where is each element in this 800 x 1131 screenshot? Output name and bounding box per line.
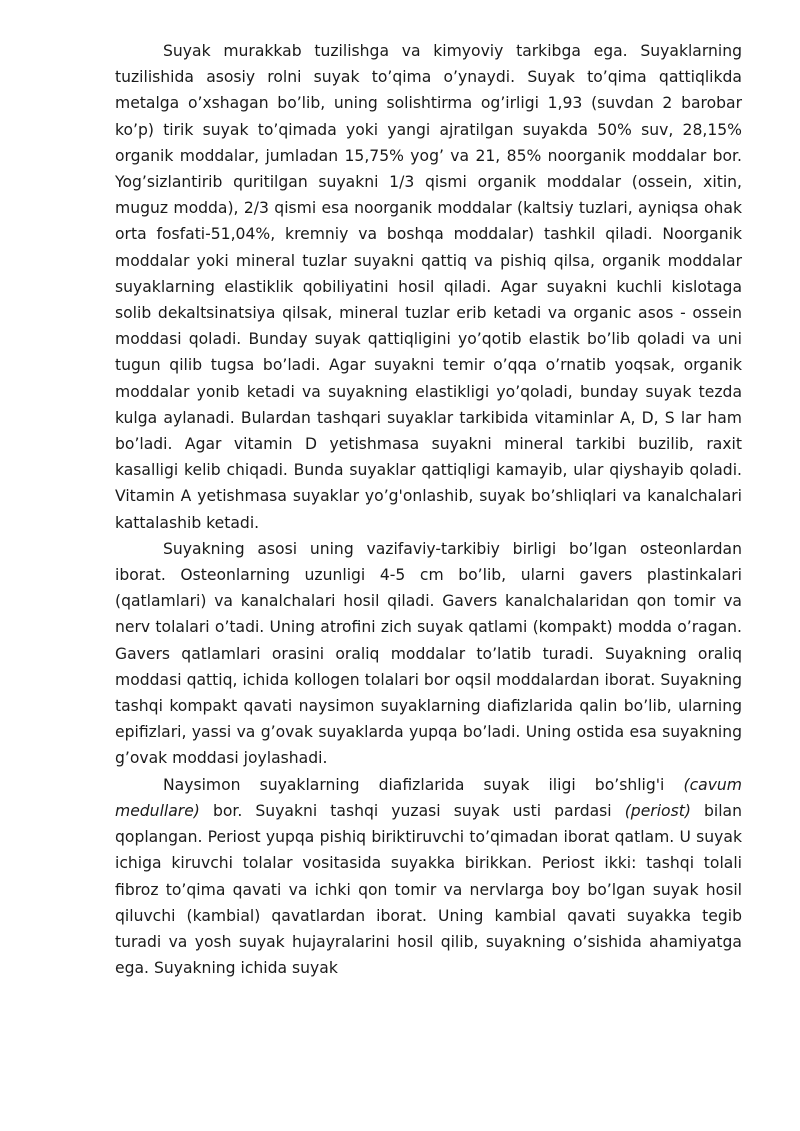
paragraph-text: Naysimon suyaklarning diafizlarida suyak iligi bo’shlig'i <box>163 775 684 794</box>
paragraph-osteons <box>115 536 742 772</box>
document-page <box>115 38 742 981</box>
latin-term-cavum-medullare: (cavum medullare) <box>115 775 742 820</box>
paragraph-text: bor. Suyakni tashqi yuzasi suyak usti pardasi <box>199 801 625 820</box>
paragraph-text: Suyak murakkab tuzilishga va kimyoviy tarkibga ega. Suyaklarning tuzilishida asosiy rolni suyak to’qima o’ynaydi. Suyak to’qima qattiqlikda metalga o’xshagan bo’lib, uning solishtirma og’irligi 1,93 (suvdan 2 barobar ko’p) tirik suyak to’qimada yoki yangi ajratilgan suyakda 50% suv, 28,15% organik moddalar, jumladan 15,75% yog’ va 21, 85% noorganik moddalar bor. Yog’sizlantirib quritilgan suyakni 1/3 qismi organik moddalar (ossein, xitin, muguz modda), 2/3 qismi esa noorganik moddalar (kaltsiy tuzlari, ayniqsa ohak orta fosfati-51,04%, kremniy va boshqa moddalar) tashkil qiladi. Noorganik moddalar yoki mineral tuzlar suyakni qattiq va pishiq qilsa, organik moddalar suyaklarning elastiklik qobiliyatini hosil qiladi. Agar suyakni kuchli kislotaga solib dekaltsinatsiya qilsak, mineral tuzlar erib ketadi va organic asos - ossein moddasi qoladi. Bunday suyak qattiqligini yo’qotib elastik bo’lib qoladi va uni tugun qilib tugsa bo’ladi. Agar suyakni temir o’qqa o’rnatib yoqsak, organik moddalar yonib ketadi va suyakning elastikligi yo’qoladi, bunday suyak tezda kulga aylanadi. Bulardan tashqari suyaklar tarkibida vitaminlar A, D, S lar ham bo’ladi. Agar vitamin D yetishmasa suyakni mineral tarkibi buzilib, raxit kasalligi kelib chiqadi. Bunda suyaklar qattiqligi kamayib, ular qiyshayib qoladi. Vitamin A yetishmasa suyaklar yo’g'onlashib, suyak bo’shliqlari va kanalchalari kattalashib ketadi. <box>115 42 742 532</box>
paragraph-bone-composition <box>115 38 742 536</box>
paragraph-text: Suyakning asosi uning vazifaviy-tarkibiy birligi bo’lgan osteonlardan iborat. Osteonlarning uzunligi 4-5 cm bo’lib, ularni gavers plastinkalari (qatlamlari) va kanalchalari hosil qiladi. Gavers kanalchalaridan qon tomir va nerv tolalari o’tadi. Uning atrofini zich suyak qatlami (kompakt) modda o’ragan. Gavers qatlamlari orasini oraliq moddalar to’latib turadi. Suyakning oraliq moddasi qattiq, ichida kollogen tolalari bor oqsil moddalardan iborat. Suyakning tashqi kompakt qavati naysimon suyaklarning diafizlarida qalin bo’lib, ularning epifizlari, yassi va g’ovak suyaklarda yupqa bo’ladi. Uning ostida esa suyakning g’ovak moddasi joylashadi. <box>115 539 742 768</box>
paragraph-periosteum <box>115 772 742 982</box>
latin-term-periost: (periost) <box>624 801 691 820</box>
paragraph-text: bilan qoplangan. Periost yupqa pishiq biriktiruvchi to’qimadan iborat qatlam. U suyak ichiga kiruvchi tolalar vositasida suyakka birikkan. Periost ikki: tashqi tolali fibroz to’qima qavati va ichki qon tomir va nervlarga boy bo’lgan suyak hosil qiluvchi (kambial) qavatlardan iborat. Uning kambial qavati suyakka tegib turadi va yosh suyak hujayralarini hosil qilib, suyakning o’sishida ahamiyatga ega. Suyakning ichida suyak <box>115 801 742 978</box>
